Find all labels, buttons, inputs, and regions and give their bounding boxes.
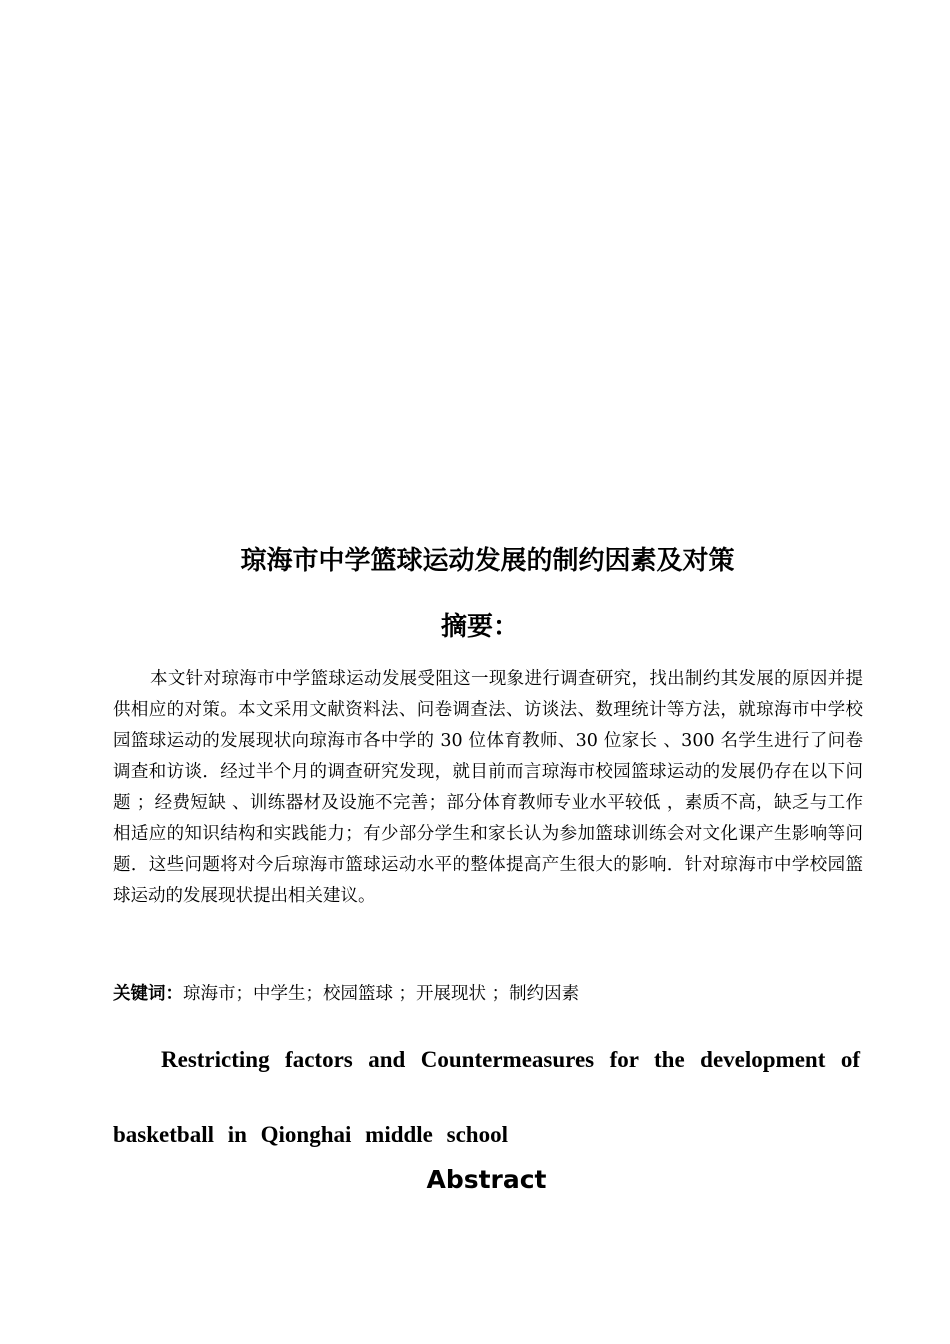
chinese-title: 琼海市中学篮球运动发展的制约因素及对策 <box>240 546 735 576</box>
keywords-text: 琼海市；中学生；校园篮球 ；开展现状 ；制约因素 <box>183 984 580 1004</box>
abstract-heading-cn: 摘要： <box>440 612 519 642</box>
abstract-heading-en: Abstract <box>426 1165 547 1194</box>
keywords-label: 关键词： <box>113 984 183 1004</box>
english-title: Restricting factors and Countermeasures for the development of basketball in Qionghai middle school <box>113 1047 860 1147</box>
abstract-body-cn: 本文针对琼海市中学篮球运动发展受阻这一现象进行调查研究，找出制约其发展的原因并提供相应的对策。本文采用文献资料法、问卷调查法、访谈法、数理统计等方法，就琼海市中学校园篮球运动的发展现状向琼海市各中学的 30 位体育教师、30 位家长 、300 名学生进行了问卷调查和访谈．经过半个月的调查研究发现，就目前而言琼海市校园篮球运动的发展仍存在以下问题 ；经费短缺 、训练器材及设施不完善；部分体育教师专业水平较低 ，素质不高，缺乏与工作相适应的知识结构和实践能力；有少部分学生和家长认为参加篮球训练会对文化课产生影响等问题．这些问题将对今后琼海市篮球运动水平的整体提高产生很大的影响．针对琼海市中学校园篮球运动的发展现状提出相关建议。 <box>113 669 863 906</box>
keywords-line <box>113 979 863 1009</box>
